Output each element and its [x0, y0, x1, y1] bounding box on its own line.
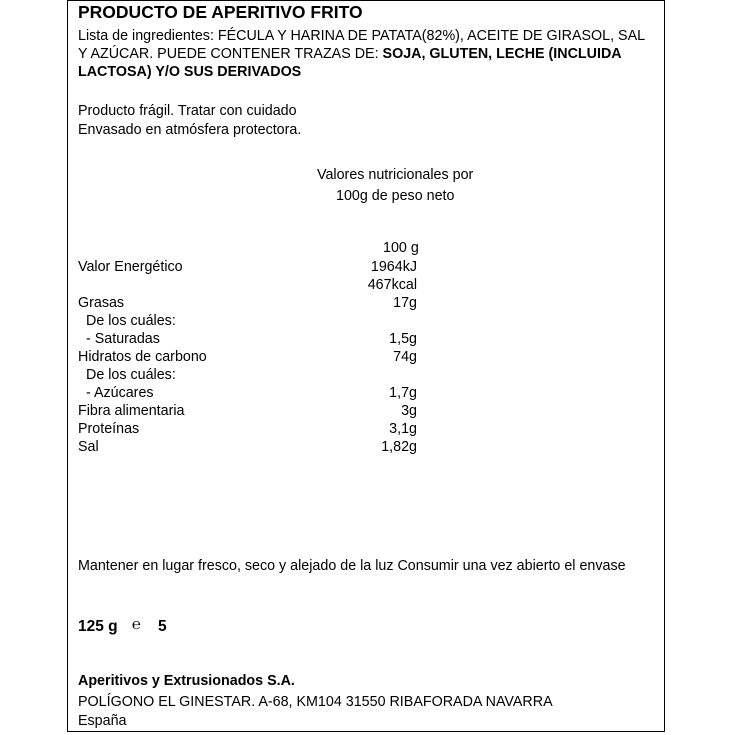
nutrition-value-energy-kcal: 467kcal	[367, 277, 417, 293]
company-name: Aperitivos y Extrusionados S.A.	[78, 673, 295, 689]
storage-instructions: Mantener en lugar fresco, seco y alejado de la luz Consumir una vez abierto el envase	[78, 558, 626, 574]
nutrition-label-sugars: - Azúcares	[86, 385, 154, 401]
fragile-notice: Producto frágil. Tratar con cuidado	[78, 103, 297, 119]
estimated-sign-icon: ℮	[132, 616, 142, 633]
nutrition-heading-line2: 100g de peso neto	[336, 188, 455, 204]
nutrition-label-saturated: - Saturadas	[86, 331, 160, 347]
allergen-traces: SOJA, GLUTEN, LECHE (INCLUIDA LACTOSA) Y/O SUS DERIVADOS	[78, 46, 622, 80]
nutrition-value-fat: 17g	[393, 295, 417, 311]
net-weight: 125 g	[78, 618, 118, 635]
nutrition-label-energy: Valor Energético	[78, 259, 183, 275]
nutrition-label-salt: Sal	[78, 439, 99, 455]
nutrition-value-fibre: 3g	[401, 403, 417, 419]
nutrition-value-carbohydrates: 74g	[393, 349, 417, 365]
product-title: PRODUCTO DE APERITIVO FRITO	[78, 2, 363, 22]
company-address: POLÍGONO EL GINESTAR. A-68, KM104 31550 RIBAFORADA NAVARRA	[78, 694, 553, 710]
ingredients-list	[78, 27, 648, 81]
nutrition-value-energy-kj: 1964kJ	[370, 259, 417, 275]
nutrition-label-of-which: De los cuáles:	[86, 367, 176, 383]
nutrition-label-carbohydrates: Hidratos de carbono	[78, 349, 207, 365]
unit-count: 5	[158, 618, 167, 635]
nutrition-label-fibre: Fibra alimentaria	[78, 403, 185, 419]
nutrition-label-protein: Proteínas	[78, 421, 140, 437]
nutrition-value-protein: 3,1g	[389, 421, 417, 437]
nutrition-value-saturated: 1,5g	[389, 331, 417, 347]
nutrition-heading-line1: Valores nutricionales por	[317, 167, 474, 183]
nutrition-label-fat: Grasas	[78, 295, 125, 311]
company-country: España	[78, 713, 127, 729]
packaging-notice: Envasado en atmósfera protectora.	[78, 122, 302, 138]
nutrition-value-sugars: 1,7g	[389, 385, 417, 401]
nutrition-label-of-which: De los cuáles:	[86, 313, 176, 329]
nutrition-column-header: 100 g	[383, 240, 419, 256]
nutrition-value-salt: 1,82g	[381, 439, 417, 455]
ingredients-text: Lista de ingredientes: FÉCULA Y HARINA DE PATATA(82%), ACEITE DE GIRASOL, SAL Y AZÚCAR. PUEDE CONTENER TRAZAS DE:	[78, 28, 645, 62]
